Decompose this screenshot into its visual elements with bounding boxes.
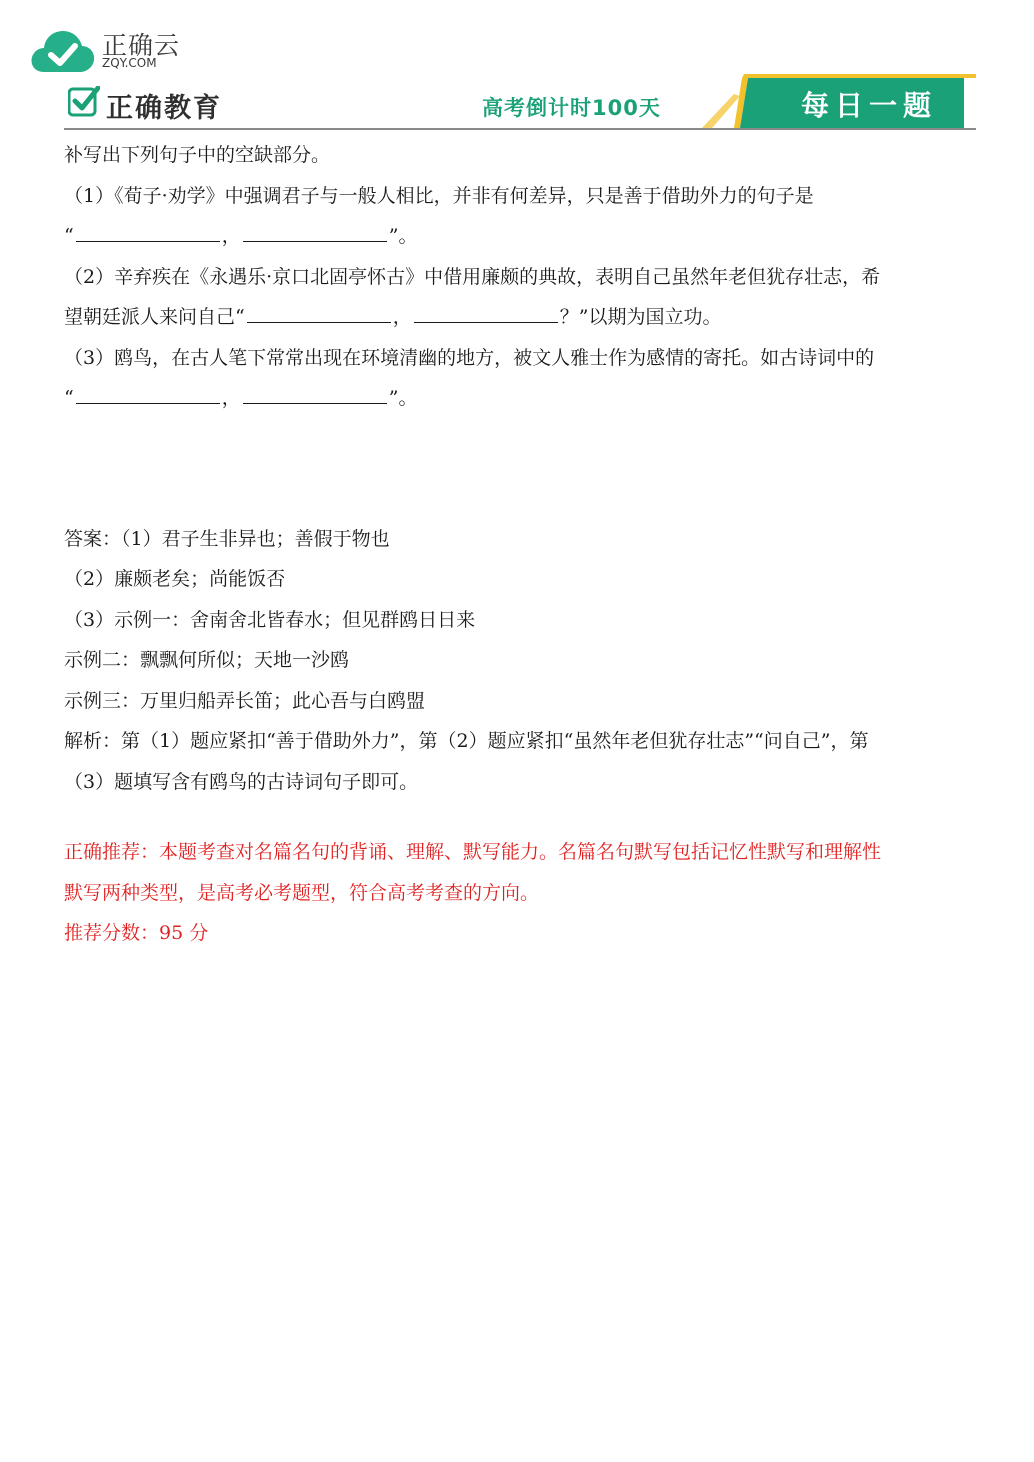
header-divider — [64, 128, 976, 130]
answer-line-5: 示例三：万里归船弄长笛；此心吾与白鸥盟 — [64, 689, 426, 712]
question-1-text: （1）《荀子·劝学》中强调君子与一般人相比，并非有何差异，只是善于借助外力的句子是 — [64, 184, 814, 207]
brand-domain: ZQY.COM — [102, 56, 157, 70]
analysis-line-2: （3）题填写含有鸥鸟的古诗词句子即可。 — [64, 770, 419, 793]
brand-name: 正确云 — [102, 31, 181, 60]
question-content — [64, 135, 974, 954]
spacer — [64, 419, 974, 519]
countdown-label: 高考倒计时100天 — [482, 96, 661, 120]
answer-blank[interactable] — [414, 321, 558, 323]
answer-blank[interactable] — [243, 240, 387, 242]
question-2-line-2: 望朝廷派人来问自己“ ， ？”以期为国立功。 — [64, 306, 722, 328]
edu-name: 正确教育 — [106, 93, 222, 124]
question-2-line-1: （2）辛弃疾在《永遇乐·京口北固亭怀古》中借用廉颇的典故，表明自己虽然年老但犹存壮志，希 — [64, 265, 881, 288]
answer-blank[interactable] — [76, 402, 220, 404]
recommend-line-1: 正确推荐：本题考查对名篇名句的背诵、理解、默写能力。名篇名句默写包括记忆性默写和理解性 — [64, 841, 882, 863]
answer-line-1: 答案：（1）君子生非异也；善假于物也 — [64, 527, 390, 550]
daily-title: 每日一题 — [800, 89, 937, 122]
recommend-line-2: 默写两种类型，是高考必考题型，符合高考考查的方向。 — [64, 881, 540, 904]
page-header — [64, 72, 976, 132]
answer-line-2: （2）廉颇老矣；尚能饭否 — [64, 568, 286, 590]
question-1-blanks: “ ， ”。 — [64, 225, 418, 247]
spacer — [64, 802, 974, 832]
cloud-check-icon — [30, 26, 96, 76]
zqy-logo — [30, 22, 190, 78]
check-box-icon — [68, 86, 100, 118]
analysis-line-1: 解析：第（1）题应紧扣“善于借助外力”，第（2）题应紧扣“虽然年老但犹存壮志”“问自己”，第 — [64, 730, 869, 752]
question-3-blanks: “ ， ”。 — [64, 387, 418, 409]
answer-blank[interactable] — [243, 402, 387, 404]
question-prompt: 补写出下列句子中的空缺部分。 — [64, 144, 331, 166]
answer-blank[interactable] — [76, 240, 220, 242]
question-3-line-1: （3）鸥鸟，在古人笔下常常出现在环境清幽的地方，被文人雅士作为感情的寄托。如古诗词中的 — [64, 346, 875, 369]
answer-line-4: 示例二：飘飘何所似；天地一沙鸥 — [64, 649, 350, 671]
recommend-score: 推荐分数：95 分 — [64, 922, 209, 944]
answer-blank[interactable] — [247, 321, 391, 323]
answer-line-3: （3）示例一：舍南舍北皆春水；但见群鸥日日来 — [64, 608, 476, 631]
